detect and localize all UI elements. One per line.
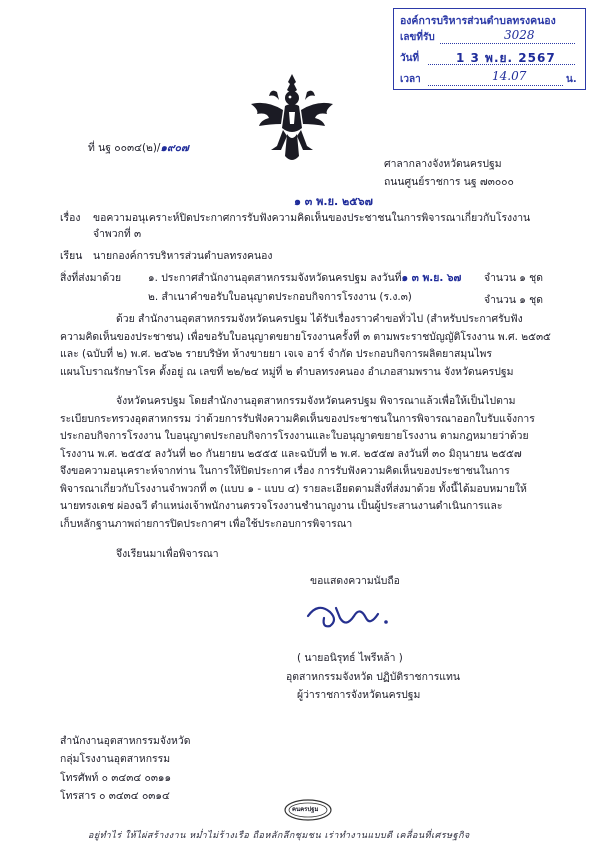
handwritten-signature xyxy=(300,598,400,634)
paragraph-2-line: เก็บหลักฐานภาพถ่ายการปิดประกาศฯ เพื่อใช้ประกอบการพิจารณา xyxy=(60,517,353,530)
subject-label: เรื่อง xyxy=(60,212,81,224)
paragraph-1-line: ด้วย สำนักงานอุตสาหกรรมจังหวัดนครปฐม ได้รับเรื่องราวคำขอทั่วไป (สำหรับประกาศรับฟัง xyxy=(116,313,523,325)
stamp-date-label: วันที่ xyxy=(400,53,420,64)
enclosure-item2-qty: จำนวน ๑ ชุด xyxy=(484,294,543,306)
paragraph-1-line: และ (ฉบับที่ ๒) พ.ศ. ๒๕๖๒ รายบริษัท ห้างขายยา เจเจ อาร์ จำกัด ประกอบกิจการผลิตยาสมุนไพร xyxy=(60,348,492,360)
paragraph-1-line: ความคิดเห็นของประชาชน) เพื่อขอรับใบอนุญาตขยายโรงงานครั้งที่ ๓ ตามพระราชบัญญัติโรงงาน พ.ศ. ๒๕๓๕ xyxy=(60,330,551,343)
contact-group: กลุ่มโรงงานอุตสาหกรรม xyxy=(60,753,171,765)
signer-title1: อุตสาหกรรมจังหวัด ปฏิบัติราชการแทน xyxy=(286,671,460,683)
enclosure-item2: ๒. สำเนาคำขอรับใบอนุญาตประกอบกิจการโรงงาน (ร.ง.๓) xyxy=(148,291,412,303)
enclosures-label: สิ่งที่ส่งมาด้วย xyxy=(60,272,122,284)
enclosure-item1-qty: จำนวน ๑ ชุด xyxy=(484,272,543,284)
contact-phone: โทรศัพท์ ๐ ๓๔๓๔ ๐๓๑๑ xyxy=(60,772,172,784)
enclosure-item1-date: ๑ ๓ พ.ย. ๖๗ xyxy=(401,272,462,284)
paragraph-2-line: ประกอบกิจการโรงงาน ใบอนุญาตประกอบกิจการโรงงานและใบอนุญาตขยายโรงงาน ตามกฎหมายว่าด้วย xyxy=(60,430,529,442)
paragraph-1 xyxy=(60,311,560,381)
paragraph-2-line: จังหวัดนครปฐม โดยสำนักงานอุตสาหกรรมจังหวัดนครปฐม พิจารณาแล้วเพื่อให้เป็นไปตาม xyxy=(116,395,516,407)
enclosure-item1-text: ๑. ประกาศสำนักงานอุตสาหกรรมจังหวัดนครปฐม ลงวันที่ xyxy=(148,272,402,284)
contact-office: สำนักงานอุตสาหกรรมจังหวัด xyxy=(60,735,191,747)
signer-name: ( นายอนิรุทธ์ ไพรีหล้า ) xyxy=(297,652,403,664)
doc-number xyxy=(88,142,189,155)
paragraph-2 xyxy=(60,393,560,533)
stamp-receipt-label: เลขที่รับ xyxy=(400,32,435,43)
closing-request: จึงเรียนมาเพื่อพิจารณา xyxy=(116,548,219,560)
sender-line1: ศาลากลางจังหวัดนครปฐม xyxy=(384,158,502,170)
signer-title2: ผู้ว่าราชการจังหวัดนครปฐม xyxy=(297,689,421,701)
sender-line2: ถนนศูนย์ราชการ นฐ ๗๓๐๐๐ xyxy=(384,176,514,188)
stamp-receipt-value: 3028 xyxy=(504,28,535,42)
paragraph-2-line: โรงงาน พ.ศ. ๒๕๕๕ ลงวันที่ ๒๐ กันยายน ๒๕๕๕ และฉบับที่ ๒ พ.ศ. ๒๕๕๗ ลงวันที่ ๓๐ มิถุนายน ๒๕๕๗ xyxy=(60,447,522,460)
stamp-time-value: 14.07 xyxy=(492,69,527,83)
footer-slogan: อยู่ทำไร่ ให้ไผ่สร้างงาน หม่ำไม่ร้างเรือ ถือหลักลึกชุมชน เร่าทำงานแบบดี เคลื่อนที่เศรษฐกิจ xyxy=(88,831,470,841)
stamp-time-label: เวลา xyxy=(400,74,421,85)
paragraph-2-line: นายทรงเดช ผ่องฉวี ตำแหน่งเจ้าพนักงานตรวจโรงงานชำนาญงาน เป็นผู้ประสานงานดำเนินการและ xyxy=(60,500,503,512)
contact-fax: โทรสาร ๐ ๓๔๓๔ ๐๓๑๔ xyxy=(60,790,170,802)
salutation-text: นายกองค์การบริหารส่วนตำบลทรงคนอง xyxy=(93,250,273,262)
paragraph-2-line: พิจารณาเกี่ยวกับโรงงานจำพวกที่ ๓ (แบบ ๑ - แบบ ๔) รายละเอียดตามสิ่งที่ส่งมาด้วย ทั้งนี้ได้มอบหมายให้ xyxy=(60,482,527,495)
subject-line1: ขอความอนุเคราะห์ปิดประกาศการรับฟังความคิดเห็นของประชาชนในการพิจารณาเกี่ยวกับโรงงาน xyxy=(93,212,531,224)
doc-number-prefix: ที่ นฐ ๐๐๓๔(๒)/ xyxy=(88,142,161,154)
stamp-date-value: 1 3 พ.ย. 2567 xyxy=(456,51,556,65)
paragraph-2-line: ระเบียบกระทรวงอุตสาหกรรม ว่าด้วยการรับฟังความคิดเห็นของประชาชนในการพิจารณาออกใบรับแจ้งการ xyxy=(60,412,535,425)
receipt-stamp xyxy=(393,8,586,90)
stamp-time-unit: น. xyxy=(566,74,577,85)
salutation-label: เรียน xyxy=(60,250,83,262)
province-logo xyxy=(283,798,333,822)
closing: ขอแสดงความนับถือ xyxy=(310,575,400,587)
paragraph-1-line: แผนโบราณรักษาโรค ตั้งอยู่ ณ เลขที่ ๒๒/๒๔ หมู่ที่ ๒ ตำบลทรงคนอง อำเภอสามพราน จังหวัดนครปฐม xyxy=(60,365,514,378)
enclosure-item1 xyxy=(148,272,461,285)
stamp-org: องค์การบริหารส่วนตำบลทรงคนอง xyxy=(400,15,556,27)
garuda-emblem xyxy=(247,70,337,166)
paragraph-2-line: จึงขอความอนุเคราะห์จากท่าน ในการให้ปิดประกาศ เรื่อง การรับฟังความคิดเห็นของประชาชนในการ xyxy=(60,465,510,477)
document-date: ๑ ๓ พ.ย. ๒๕๖๗ xyxy=(294,195,373,208)
province-logo-text: คนครปฐม xyxy=(292,806,319,813)
doc-number-handwritten: ๑๙๐๗ xyxy=(160,142,189,154)
subject-line2: จำพวกที่ ๓ xyxy=(93,228,142,240)
